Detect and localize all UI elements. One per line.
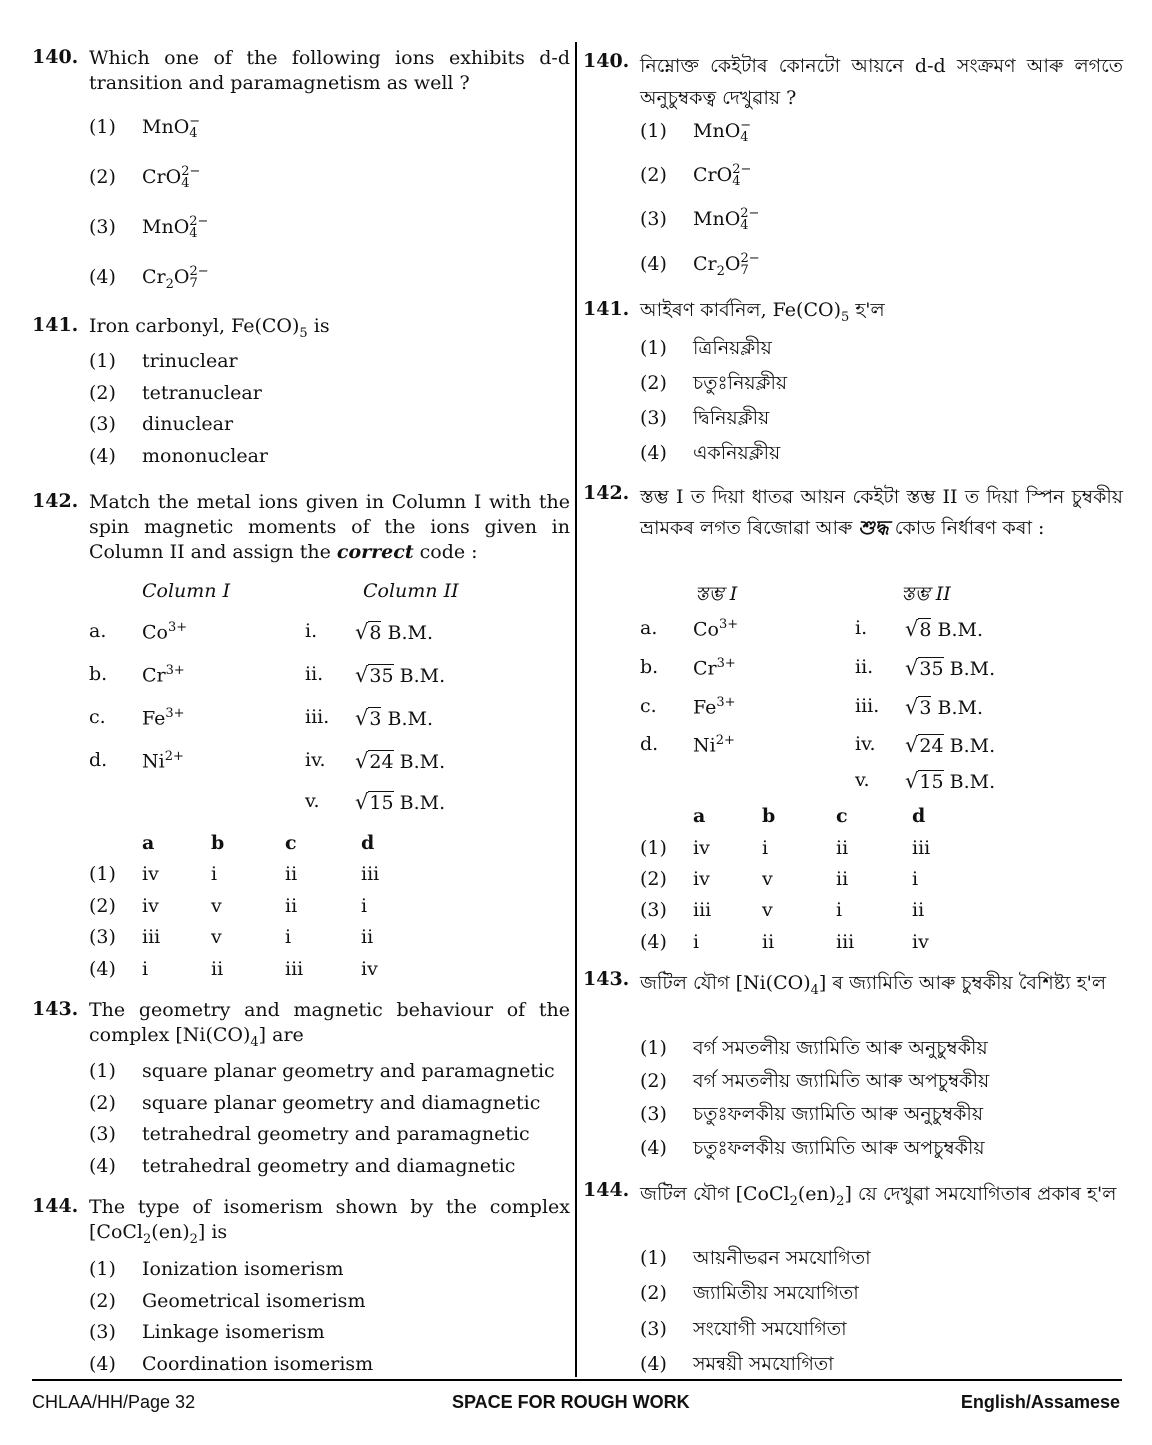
option-1: (1) MnO − 4	[640, 118, 752, 145]
question-number: 144.	[32, 1195, 79, 1217]
option-1: (1) Ionization isomerism	[89, 1258, 344, 1280]
question-number: 142.	[583, 482, 630, 504]
option-3: (3) Linkage isomerism	[89, 1321, 325, 1343]
option-number: (2)	[89, 166, 116, 188]
option-formula: MnO − 4	[142, 114, 201, 141]
question-141	[583, 298, 1123, 464]
question-141	[32, 314, 570, 467]
option-number: (3)	[89, 216, 116, 238]
option-3: (3) dinuclear	[89, 413, 234, 435]
option-4: (4) tetrahedral geometry and diamagnetic	[89, 1155, 516, 1177]
question-number: 143.	[32, 998, 79, 1020]
option-number: (4)	[89, 266, 116, 288]
column-1-heading: Column I	[142, 580, 231, 602]
option-1: (1) বৰ্গ সমতলীয় জ্যামিতি আৰু অনুচুম্বকীয়	[640, 1037, 988, 1059]
option-2: (2) square planar geometry and diamagnetic	[89, 1092, 541, 1114]
option-1: (1) ত্রিনিয়ক্লীয়	[640, 337, 772, 359]
option-3: (3) MnO 2− 4	[640, 206, 760, 233]
question-text: The geometry and magnetic behaviour of the complex $[Ni(CO)_4]$ are	[89, 999, 570, 1050]
option-2	[89, 166, 200, 190]
question-number: 144.	[583, 1179, 630, 1201]
option-formula: MnO 2− 4	[142, 214, 209, 241]
option-3: (3) সংযোগী সমযোগিতা	[640, 1318, 847, 1340]
rough-work-label: SPACE FOR ROUGH WORK	[452, 1392, 690, 1412]
question-144	[32, 1195, 570, 1375]
option-2: (2) বৰ্গ সমতলীয় জ্যামিতি আৰু অপচুম্বকীয়	[640, 1070, 990, 1092]
question-text: জটিল যৌগ $[Ni(CO)_4]$ ৰ জ্যামিতি আৰু চুম্বকীয় বৈশিষ্ট্য হ'ল	[640, 972, 1106, 998]
option-3: (3) দ্বিনিয়ক্লীয়	[640, 407, 770, 429]
question-text: স্তম্ভ I ত দিয়া ধাতৱ আয়ন কেইটা স্তম্ভ II ত দিয়া স্পিন চুম্বকীয় ভ্রামকৰ লগত ৰিজোৱা আৰু শুদ্ধ কোড নিৰ্ধাৰণ কৰা :	[640, 486, 1123, 539]
question-number: 143.	[583, 968, 630, 990]
option-2: (2) Geometrical isomerism	[89, 1290, 366, 1312]
question-text: The type of isomerism shown by the complex $[CoCl_2(en)_2]$ is	[89, 1196, 570, 1247]
question-text: জটিল যৌগ $[CoCl_2(en)_2]$ য়ে দেখুৱা সমযোগিতাৰ প্ৰকাৰ হ'ল	[640, 1183, 1117, 1209]
option-formula: CrO 2− 4	[142, 164, 201, 191]
option-1: (1) square planar geometry and paramagnetic	[89, 1060, 555, 1082]
option-4: (4) $Cr_2O$ 2− 7	[640, 251, 760, 279]
column-2-heading: Column II	[363, 580, 459, 602]
option-4: (4) Coordination isomerism	[89, 1353, 374, 1375]
question-142: 142. Match the metal ions given in Column I with the spin magnetic moments of the ions given in Column II and assign the correct code : Column I Column II a. $Co^{3+}$ i. √8 B.M. b. $Cr^{3+}$ ii. √35 B.M. c. $Fe^{3+}$ iii. √3 B.M. d. $Ni^{2+}$ iv. √24 B.M. v. √15 B.M. a b c d (1) iv i ii iii (2) iv v ii i (3) iii v i ii (4) i ii iii iv	[32, 490, 570, 980]
option-number: (1)	[89, 116, 116, 138]
question-text: Iron carbonyl, $Fe(CO)_5$ is	[89, 315, 330, 341]
option-3: (3) চতুঃফলকীয় জ্যামিতি আৰু অনুচুম্বকীয়	[640, 1103, 984, 1125]
language-label: English/Assamese	[960, 1392, 1120, 1412]
column-1-heading: স্তম্ভ I	[695, 583, 738, 605]
option-2: (2) চতুঃনিয়ক্লীয়	[640, 372, 788, 394]
option-2: (2) CrO 2− 4	[640, 162, 752, 189]
option-2: (2) tetranuclear	[89, 382, 262, 404]
option-3	[89, 216, 208, 240]
option-2: (2) জ্যামিতীয় সমযোগিতা	[640, 1282, 859, 1304]
question-number: 141.	[32, 314, 79, 336]
question-text: Which one of the following ions exhibits d-d transition and paramagnetism as well ?	[89, 47, 570, 94]
question-number: 140.	[32, 46, 79, 68]
question-140	[32, 46, 570, 292]
option-3: (3) tetrahedral geometry and paramagnetic	[89, 1123, 530, 1145]
option-formula: $Cr_2O$ 2− 7	[142, 264, 209, 292]
question-number: 140.	[583, 50, 630, 72]
footer-rule	[32, 1379, 1122, 1381]
question-144	[583, 1179, 1123, 1375]
option-4: (4) সমন্বয়ী সমযোগিতা	[640, 1353, 834, 1375]
option-1: (1) আয়নীভৱন সমযোগিতা	[640, 1247, 871, 1269]
question-text: Match the metal ions given in Column I with the spin magnetic moments of the ions given in Column II and assign the correct code :	[89, 491, 570, 563]
question-140	[583, 50, 1123, 279]
question-143	[583, 968, 1123, 1159]
option-1: (1) trinuclear	[89, 350, 238, 372]
option-4: (4) চতুঃফলকীয় জ্যামিতি আৰু অপচুম্বকীয়	[640, 1137, 985, 1159]
option-4	[89, 266, 209, 292]
question-number: 141.	[583, 298, 630, 320]
question-text: নিম্নোক্ত কেইটাৰ কোনটো আয়নে d-d সংক্রমণ আৰু লগতে অনুচুম্বকত্ব দেখুৱায় ?	[640, 55, 1123, 109]
option-4: (4) একনিয়ক্লীয়	[640, 442, 781, 464]
question-143	[32, 998, 570, 1177]
question-text: আইৰণ কাৰ্বনিল, $Fe(CO)_5$ হ'ল	[640, 299, 885, 325]
column-2-heading: স্তম্ভ II	[901, 583, 951, 605]
page-identifier: CHLAA/HH/Page 32	[32, 1392, 196, 1412]
question-142: 142. স্তম্ভ I ত দিয়া ধাতৱ আয়ন কেইটা স্তম্ভ II ত দিয়া স্পিন চুম্বকীয় ভ্রামকৰ লগত ৰিজোৱা আৰু শুদ্ধ কোড নিৰ্ধাৰণ কৰা : স্তম্ভ I স্তম্ভ II a. $Co^{3+}$ i. √8 B.M. b. $Cr^{3+}$ ii. √35 B.M. c. $Fe^{3+}$ iii. √3 B.M. d. $Ni^{2+}$ iv. √24 B.M. v. √15 B.M. a b c d (1) iv i ii iii (2) iv v ii i (3) iii v i ii (4) i ii iii iv	[583, 482, 1123, 953]
option-1	[89, 116, 200, 140]
column-divider	[575, 42, 577, 1377]
option-4: (4) mononuclear	[89, 445, 268, 467]
question-number: 142.	[32, 490, 79, 512]
